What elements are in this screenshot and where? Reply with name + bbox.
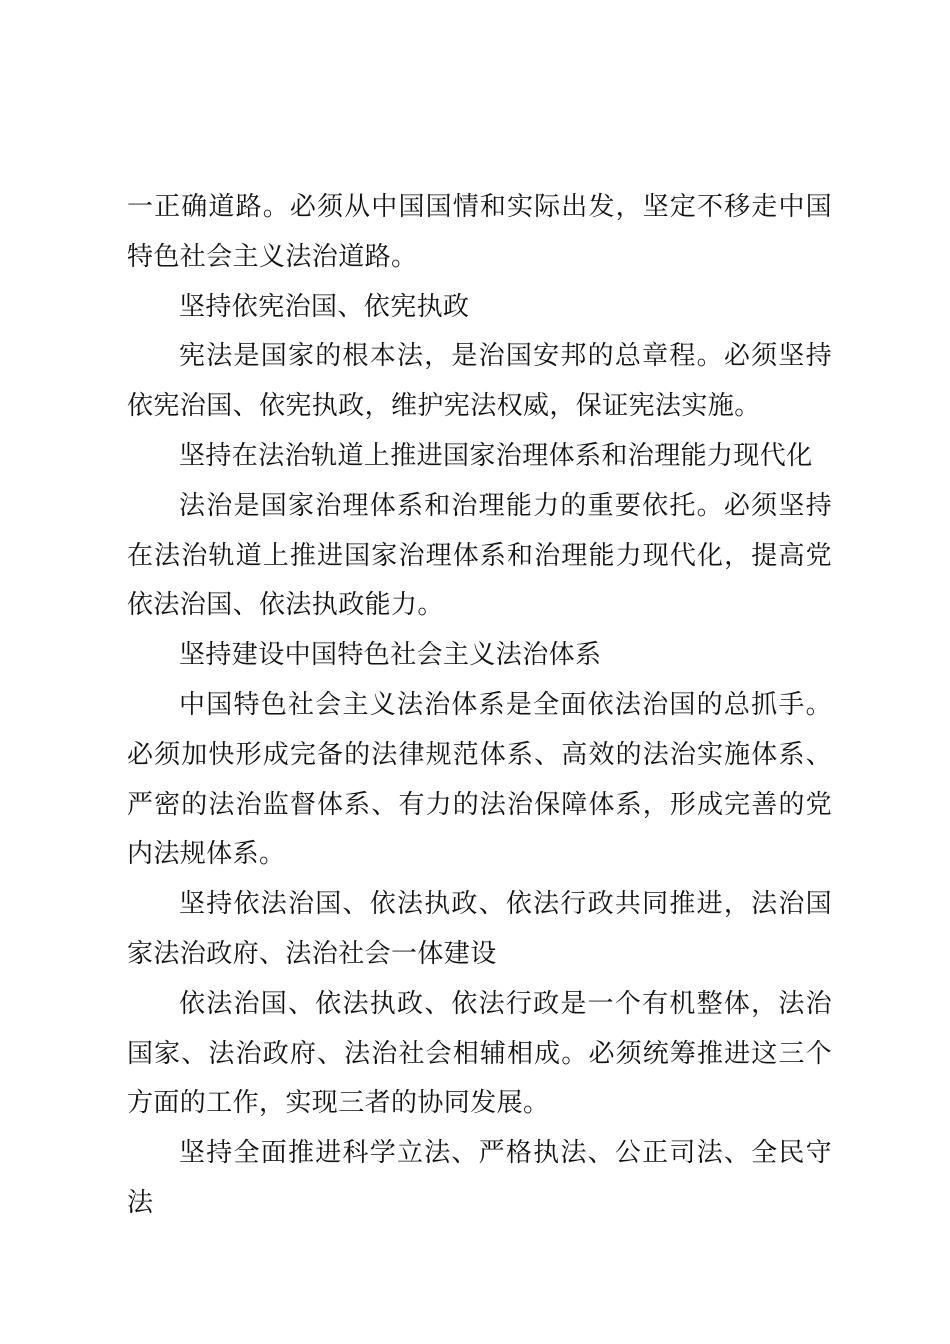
paragraph: 宪法是国家的根本法，是治国安邦的总章程。必须坚持依宪治国、依宪执政，维护宪法权威，保证宪法实施。: [127, 341, 832, 422]
paragraph: 法治是国家治理体系和治理能力的重要依托。必须坚持在法治轨道上推进国家治理体系和治理能力现代化，提高党依法治国、依法执政能力。: [127, 490, 832, 621]
paragraph: 依法治国、依法执政、依法行政是一个有机整体，法治国家、法治政府、法治社会相辅相成。必须统筹推进这三个方面的工作，实现三者的协同发展。: [127, 988, 832, 1119]
section-heading: 坚持依宪治国、依宪执政: [179, 291, 470, 322]
section-heading: 坚持依法治国、依法执政、依法行政共同推进，法治国家法治政府、法治社会一体建设: [127, 889, 832, 969]
document-body: [127, 183, 832, 1229]
section-heading: 坚持建设中国特色社会主义法治体系: [179, 640, 602, 671]
section-heading: 坚持在法治轨道上推进国家治理体系和治理能力现代化: [179, 440, 813, 471]
paragraph: 中国特色社会主义法治体系是全面依法治国的总抓手。必须加快形成完备的法律规范体系、高效的法治实施体系、严密的法治监督体系、有力的法治保障体系，形成完善的党内法规体系。: [127, 689, 832, 870]
section-heading: 坚持全面推进科学立法、严格执法、公正司法、全民守法: [127, 1138, 832, 1218]
paragraph-continuation: 一正确道路。必须从中国国情和实际出发，坚定不移走中国特色社会主义法治道路。: [127, 192, 832, 272]
